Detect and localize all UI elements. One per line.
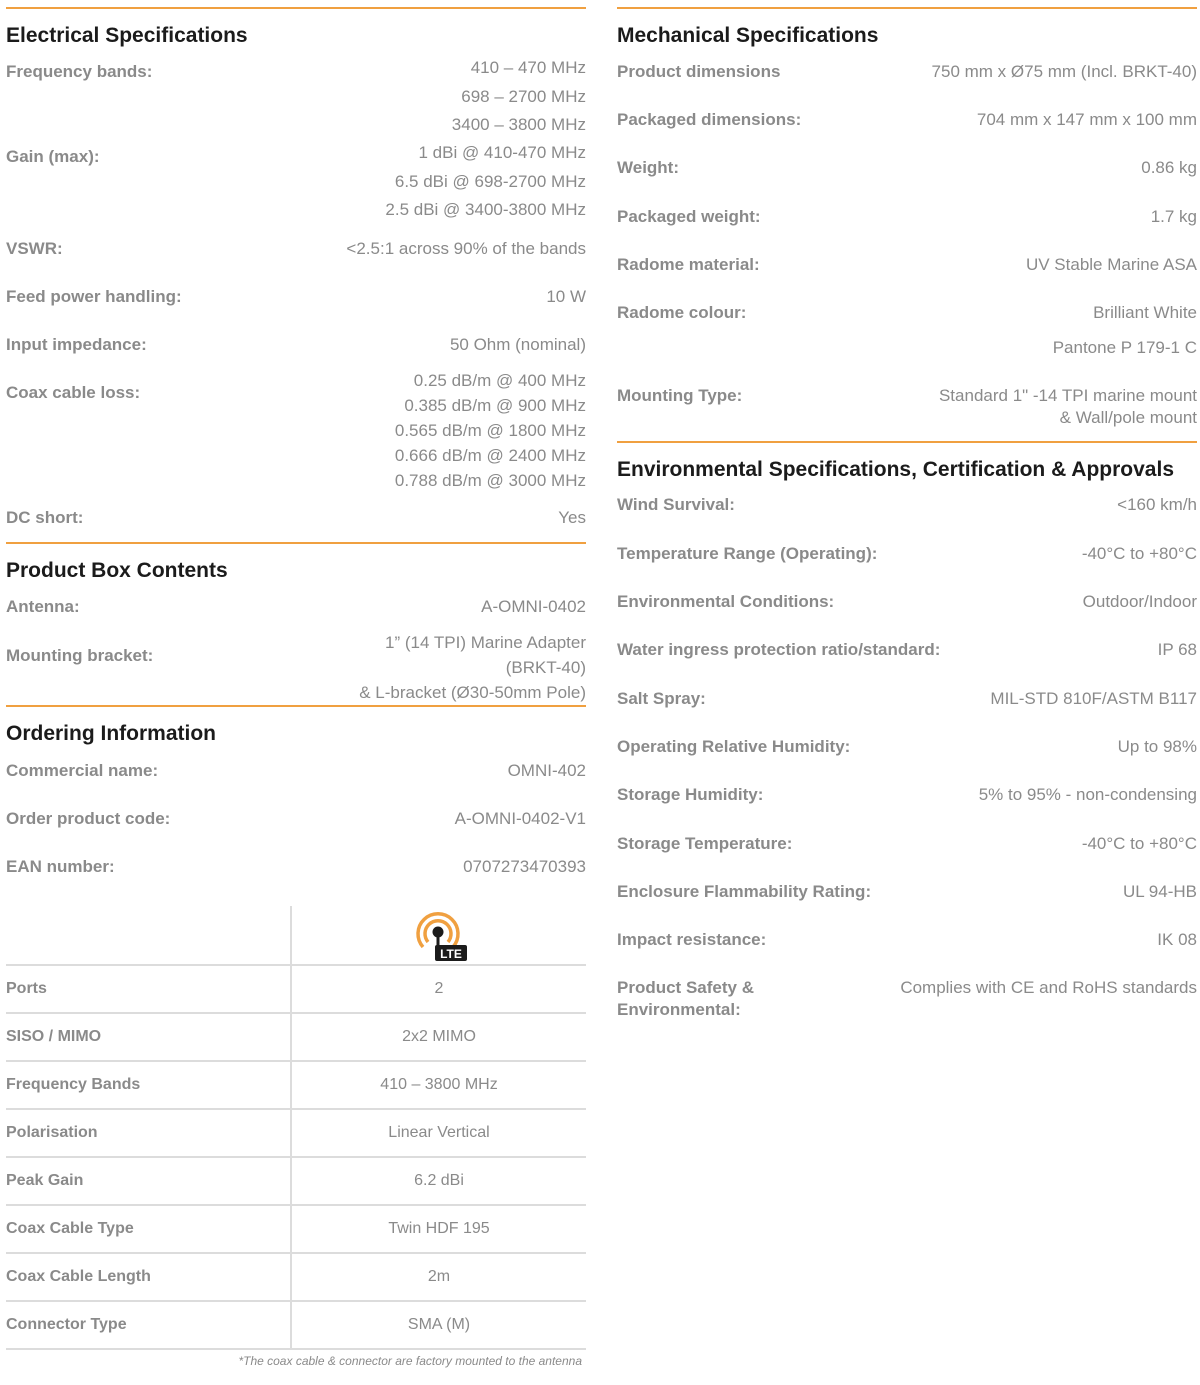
table-row-value: Twin HDF 195 (291, 1205, 586, 1253)
lte-antenna-icon (409, 907, 469, 963)
spec-label: Gain (max): (6, 147, 100, 166)
spec-label: Commercial name: (6, 761, 159, 780)
spec-value: 1” (14 TPI) Marine Adapter (BRKT-40) & L-bracket (Ø30-50mm Pole) (359, 633, 586, 702)
spec-value: A-OMNI-0402 (481, 597, 586, 616)
table-row (6, 1205, 586, 1253)
spec-label: Storage Humidity: (617, 785, 764, 804)
spec-row (6, 856, 586, 878)
spec-row (617, 385, 1197, 429)
spec-value: Up to 98% (1117, 737, 1197, 756)
spec-row (6, 630, 586, 705)
spec-value: 0707273470393 (463, 857, 586, 876)
spec-value: Complies with CE and RoHS standards (900, 978, 1197, 997)
spec-label: Operating Relative Humidity: (617, 737, 851, 756)
spec-value: 410 – 470 MHz 698 – 2700 MHz 3400 – 3800 MHz (451, 58, 586, 134)
mechanical-title: Mechanical Specifications (617, 7, 1197, 51)
table-row-value: 2x2 MIMO (291, 1013, 586, 1061)
spec-label: Order product code: (6, 809, 171, 828)
spec-label: Salt Spray: (617, 689, 706, 708)
spec-row (617, 157, 1197, 179)
spec-row (617, 206, 1197, 228)
spec-row (617, 591, 1197, 613)
table-row (6, 1253, 586, 1301)
spec-label: Enclosure Flammability Rating: (617, 882, 872, 901)
spec-label: Temperature Range (Operating): (617, 544, 878, 563)
spec-label: Feed power handling: (6, 287, 182, 306)
spec-label: Product dimensions (617, 62, 781, 81)
spec-label: EAN number: (6, 857, 115, 876)
spec-label: Antenna: (6, 597, 80, 616)
table-row-value: 410 – 3800 MHz (291, 1061, 586, 1109)
table-footnote: *The coax cable & connector are factory mounted to the antenna (238, 1354, 582, 1368)
spec-value: Brilliant White (1093, 303, 1197, 322)
table-row-label: SISO / MIMO (6, 1013, 291, 1061)
spec-value: 0.25 dB/m @ 400 MHz 0.385 dB/m @ 900 MHz 0.565 dB/m @ 1800 MHz 0.666 dB/m @ 2400 MHz 0.788 dB/m @ 3000 MHz (394, 371, 586, 490)
spec-value: UV Stable Marine ASA (1025, 255, 1197, 274)
box-section (6, 542, 586, 586)
spec-row (617, 929, 1197, 951)
electrical-section (6, 7, 586, 51)
spec-row (617, 254, 1197, 276)
spec-row (6, 368, 586, 493)
spec-row (617, 977, 1197, 1021)
table-header-row (6, 906, 586, 965)
ordering-section (6, 705, 586, 749)
spec-row (617, 337, 1197, 359)
spec-label: Weight: (617, 158, 680, 177)
spec-label: Radome colour: (617, 303, 747, 322)
lte-icon-label: LTE (440, 947, 462, 961)
lte-spec-table (6, 906, 586, 1350)
table-row (6, 1061, 586, 1109)
spec-value: Pantone P 179-1 C (1052, 338, 1197, 357)
spec-row (6, 54, 586, 140)
spec-label: Environmental Conditions: (617, 592, 835, 611)
spec-row (617, 109, 1197, 131)
table-row-label: Ports (6, 965, 291, 1013)
spec-row (6, 596, 586, 618)
environmental-section (617, 441, 1197, 485)
spec-value: 750 mm x Ø75 mm (Incl. BRKT-40) (931, 62, 1197, 81)
spec-value: OMNI-402 (507, 761, 586, 780)
spec-value: UL 94-HB (1122, 882, 1197, 901)
spec-value: 10 W (546, 287, 586, 306)
spec-value: 1 dBi @ 410-470 MHz 6.5 dBi @ 698-2700 MHz 2.5 dBi @ 3400-3800 MHz (385, 143, 586, 219)
spec-value: 0.86 kg (1141, 158, 1197, 177)
table-row-label: Connector Type (6, 1301, 291, 1349)
spec-row (617, 302, 1197, 324)
spec-value: <2.5:1 across 90% of the bands (346, 239, 586, 258)
spec-label: Wind Survival: (617, 495, 735, 514)
spec-label: Packaged dimensions: (617, 110, 802, 129)
table-row-value: Linear Vertical (291, 1109, 586, 1157)
spec-value: -40°C to +80°C (1081, 544, 1197, 563)
spec-value: MIL-STD 810F/ASTM B117 (990, 689, 1197, 708)
table-row-value: 6.2 dBi (291, 1157, 586, 1205)
spec-label: Water ingress protection ratio/standard: (617, 640, 941, 659)
environmental-title: Environmental Specifications, Certification & Approvals (617, 441, 1197, 485)
table-row (6, 1157, 586, 1205)
lte-icon-cell (291, 906, 586, 965)
spec-label: Mounting bracket: (6, 646, 154, 665)
table-row (6, 1109, 586, 1157)
table-row-label: Peak Gain (6, 1157, 291, 1205)
spec-row (617, 833, 1197, 855)
spec-label: Radome material: (617, 255, 760, 274)
spec-row (6, 507, 586, 529)
table-row-label: Frequency Bands (6, 1061, 291, 1109)
table-row-value: 2 (291, 965, 586, 1013)
spec-row (6, 808, 586, 830)
spec-row (617, 688, 1197, 710)
table-row (6, 1013, 586, 1061)
spec-label: Input impedance: (6, 335, 147, 354)
spec-value: A-OMNI-0402-V1 (454, 809, 586, 828)
table-row (6, 1301, 586, 1349)
table-row-label: Coax Cable Length (6, 1253, 291, 1301)
mechanical-section (617, 7, 1197, 51)
spec-label: Frequency bands: (6, 62, 153, 81)
spec-value: Standard 1" -14 TPI marine mount & Wall/pole mount (938, 386, 1197, 427)
spec-row (6, 334, 586, 356)
spec-value: -40°C to +80°C (1081, 834, 1197, 853)
spec-label: Impact resistance: (617, 930, 767, 949)
spec-value: 50 Ohm (nominal) (449, 335, 586, 354)
spec-row (6, 238, 586, 260)
spec-value: IK 08 (1157, 930, 1197, 949)
spec-label: DC short: (6, 508, 84, 527)
spec-label: Mounting Type: (617, 386, 743, 405)
spec-value: 5% to 95% - non-condensing (978, 785, 1197, 804)
table-row-label: Coax Cable Type (6, 1205, 291, 1253)
spec-value: 1.7 kg (1150, 207, 1197, 226)
table-row-label: Polarisation (6, 1109, 291, 1157)
spec-value: 704 mm x 147 mm x 100 mm (976, 110, 1197, 129)
spec-row (6, 139, 586, 225)
spec-label: Packaged weight: (617, 207, 761, 226)
table-row-value: SMA (M) (291, 1301, 586, 1349)
spec-value: IP 68 (1157, 640, 1197, 659)
spec-row (617, 494, 1197, 516)
box-title: Product Box Contents (6, 542, 586, 586)
spec-row (617, 61, 1197, 83)
spec-row (617, 639, 1197, 661)
ordering-title: Ordering Information (6, 705, 586, 749)
spec-value: <160 km/h (1117, 495, 1197, 514)
spec-value: Outdoor/Indoor (1082, 592, 1197, 611)
spec-row (617, 736, 1197, 758)
spec-row (617, 784, 1197, 806)
spec-label: VSWR: (6, 239, 63, 258)
electrical-title: Electrical Specifications (6, 7, 586, 51)
spec-label: Coax cable loss: (6, 383, 141, 402)
spec-label: Product Safety & Environmental: (617, 978, 754, 1019)
spec-row (6, 286, 586, 308)
spec-label: Storage Temperature: (617, 834, 793, 853)
table-header-blank (6, 906, 291, 965)
spec-row (617, 543, 1197, 565)
spec-value: Yes (558, 508, 586, 527)
spec-row (617, 881, 1197, 903)
table-row-value: 2m (291, 1253, 586, 1301)
table-row (6, 965, 586, 1013)
spec-row (6, 760, 586, 782)
